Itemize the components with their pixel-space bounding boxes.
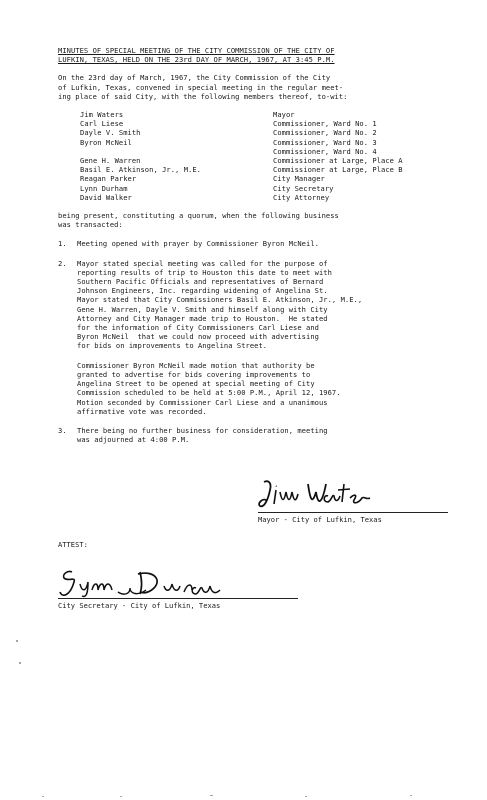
members-roster	[80, 110, 458, 202]
item-line: was adjourned at 4:00 P.M.	[77, 435, 190, 445]
member-row	[80, 128, 458, 137]
scan-speck	[16, 640, 18, 642]
member-title: Commissioner, Ward No. 4	[273, 146, 377, 156]
title-line-2: LUFKIN, TEXAS, HELD ON THE 23rd DAY OF MARCH, 1967, AT 3:45 P.M.	[58, 55, 335, 65]
member-title: Commissioner at Large, Place A	[273, 156, 403, 166]
item-number: 2.	[58, 258, 67, 268]
secretary-signature-block	[58, 568, 298, 610]
member-title: Commissioner, Ward No. 1	[273, 119, 377, 129]
signature-line	[258, 512, 448, 513]
item-line: Attorney and City Manager made trip to Houston. He stated	[77, 313, 328, 323]
intro-paragraph	[58, 73, 458, 101]
member-row	[80, 110, 458, 119]
item-line: for the information of City Commissioners Carl Liese and	[77, 323, 319, 333]
signature-line	[58, 598, 298, 599]
motion-line: Angelina Street to be opened at special meeting of City	[77, 379, 315, 389]
item-number: 1.	[58, 239, 67, 249]
member-row	[80, 193, 458, 202]
member-name: Gene H. Warren	[80, 156, 141, 166]
item-line: Johnson Engineers, Inc. regarding widening of Angelina St.	[77, 286, 328, 296]
member-row	[80, 174, 458, 183]
item-line: Byron McNeil that we could now proceed with advertising	[77, 332, 319, 342]
member-name: Lynn Durham	[80, 183, 128, 193]
member-row	[80, 147, 458, 156]
member-row	[80, 156, 458, 165]
member-title: City Secretary	[273, 183, 334, 193]
mayor-caption: Mayor - City of Lufkin, Texas	[258, 515, 382, 524]
member-title: City Attorney	[273, 192, 330, 202]
member-name: Basil E. Atkinson, Jr., M.E.	[80, 165, 201, 175]
item-line: for bids on improvements to Angelina Street.	[77, 341, 268, 351]
motion-line: granted to advertise for bids covering improvements to	[77, 369, 311, 379]
member-row	[80, 119, 458, 128]
title-line-1: MINUTES OF SPECIAL MEETING OF THE CITY COMMISSION OF THE CITY OF	[58, 46, 335, 55]
member-name: Byron McNeil	[80, 137, 132, 147]
scan-speck	[210, 795, 213, 796]
mayor-signature-block	[258, 478, 448, 524]
item-number: 3.	[58, 425, 67, 435]
secretary-caption: City Secretary - City of Lufkin, Texas	[58, 601, 221, 610]
member-row	[80, 184, 458, 193]
scan-speck	[19, 662, 21, 664]
item-line: There being no further business for consideration, meeting	[77, 425, 328, 435]
scan-speck	[120, 796, 122, 797]
intro-line: On the 23rd day of March, 1967, the City Commission of the City	[58, 73, 331, 83]
item-line: Meeting opened with prayer by Commissioner Byron McNeil.	[77, 239, 319, 249]
member-name: David Walker	[80, 192, 132, 202]
member-title: Commissioner, Ward No. 3	[273, 137, 377, 147]
agenda-item-3	[58, 426, 458, 444]
motion-paragraph	[77, 361, 458, 416]
item-line: Mayor stated special meeting was called for the purpose of	[77, 258, 328, 268]
member-row	[80, 138, 458, 147]
member-title: Commissioner at Large, Place B	[273, 165, 403, 175]
motion-line: Motion seconded by Commissioner Carl Liese and a unanimous	[77, 397, 328, 407]
member-title: Mayor	[273, 110, 295, 120]
member-name: Jim Waters	[80, 110, 124, 120]
scan-speck	[305, 796, 307, 797]
motion-line: Commission scheduled to be held at 5:00 P.M., April 12, 1967.	[77, 388, 341, 398]
quorum-paragraph	[58, 211, 458, 229]
item-line: Mayor stated that City Commissioners Basil E. Atkinson, Jr., M.E.,	[77, 295, 363, 305]
member-name	[80, 147, 273, 156]
member-title: City Manager	[273, 174, 325, 184]
secretary-handwritten-signature	[58, 568, 228, 598]
item-line: Southern Pacific Officials and representatives of Bernard	[77, 277, 324, 287]
member-name: Dayle V. Smith	[80, 128, 141, 138]
motion-line: affirmative vote was recorded.	[77, 406, 207, 416]
scan-speck	[410, 795, 412, 796]
quorum-line: being present, constituting a quorum, when the following business	[58, 211, 339, 221]
agenda-item-1	[58, 239, 458, 248]
attest-label: ATTEST:	[58, 540, 88, 549]
item-line: reporting results of trip to Houston this date to meet with	[77, 267, 332, 277]
motion-line: Commissioner Byron McNeil made motion that authority be	[77, 360, 315, 370]
member-row	[80, 165, 458, 174]
minutes-document	[58, 46, 458, 444]
intro-line: of Lufkin, Texas, convened in special meeting in the regular meet-	[58, 82, 344, 92]
scan-speck	[42, 796, 44, 797]
agenda-item-2	[58, 259, 458, 351]
intro-line: ing place of said City, with the following members thereof, to-wit:	[58, 91, 348, 101]
member-title: Commissioner, Ward No. 2	[273, 128, 377, 138]
item-line: Gene H. Warren, Dayle V. Smith and himself along with City	[77, 304, 328, 314]
document-title	[58, 46, 458, 64]
member-name: Carl Liese	[80, 119, 124, 129]
member-name: Reagan Parker	[80, 174, 137, 184]
mayor-handwritten-signature	[258, 478, 378, 512]
quorum-line: was transacted:	[58, 220, 123, 230]
